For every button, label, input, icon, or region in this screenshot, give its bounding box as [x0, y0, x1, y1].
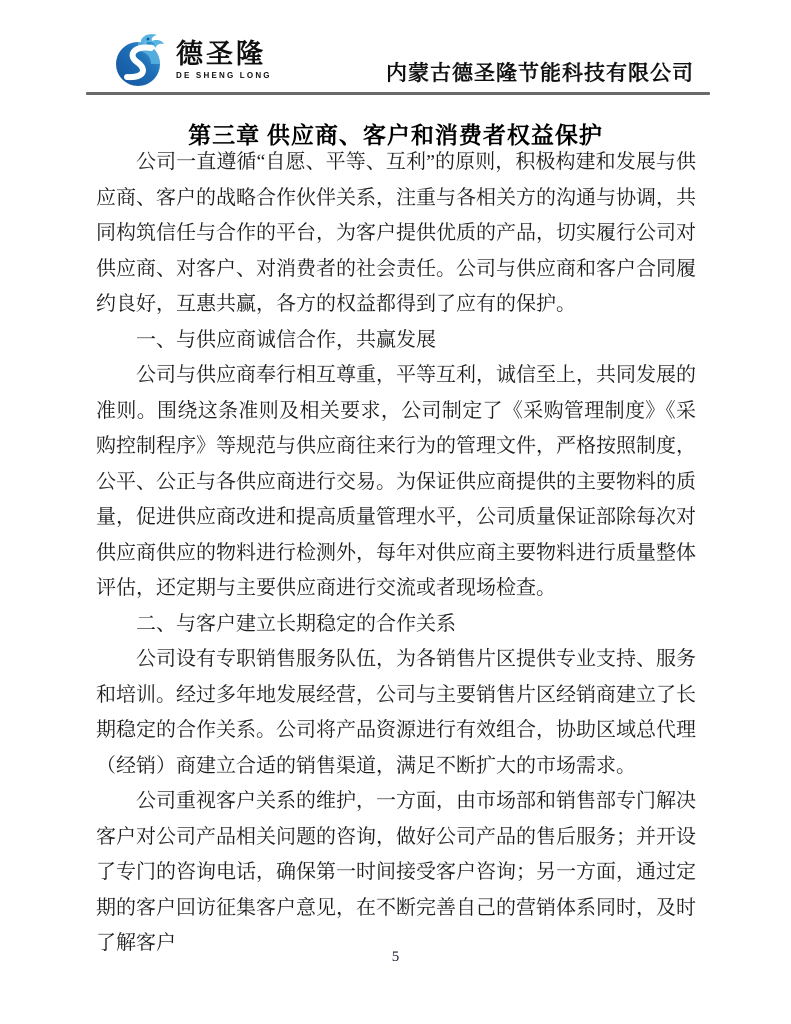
chapter-title: 第三章 供应商、客户和消费者权益保护: [188, 123, 603, 149]
paragraph: 公司重视客户关系的维护，一方面，由市场部和销售部专门解决客户对公司产品相关问题的咨询，做好公司产品的售后服务；并开设了专门的咨询电话，确保第一时间接受客户咨询；另一方面，通过定期的客户回访征集客户意见，在不断完善自己的营销体系同时，及时了解客户: [96, 790, 696, 954]
dragon-s-logo-icon: [113, 31, 169, 89]
logo-name-english: DE SHENG LONG: [176, 70, 272, 80]
paragraph: 公司与供应商奉行相互尊重，平等互利，诚信至上，共同发展的准则。围绕这条准则及相关要求，公司制定了《采购管理制度》《采购控制程序》等规范与供应商往来行为的管理文件，严格按照制度，公平、公正与各供应商进行交易。为保证供应商提供的主要物料的质量，促进供应商改进和提高质量管理水平，公司质量保证部除每次对供应商供应的物料进行检测外，每年对供应商主要物料进行质量整体评估，还定期与主要供应商进行交流或者现场检查。: [96, 364, 696, 599]
company-name-header: 内蒙古德圣隆节能科技有限公司: [386, 61, 694, 85]
paragraph: 一、与供应商诚信合作，共赢发展: [136, 328, 436, 351]
logo-text: [176, 38, 272, 80]
paragraph: 公司一直遵循“自愿、平等、互利”的原则，积极构建和发展与供应商、客户的战略合作伙伴关系，注重与各相关方的沟通与协调，共同构筑信任与合作的平台，为客户提供优质的产品，切实履行公司对供应商、对客户、对消费者的社会责任。公司与供应商和客户合同履约良好，互惠共赢，各方的权益都得到了应有的保护。: [96, 151, 696, 315]
paragraph: 公司设有专职销售服务队伍，为各销售片区提供专业支持、服务和培训。经过多年地发展经营，公司与主要销售片区经销商建立了长期稳定的合作关系。公司将产品资源进行有效组合，协助区域总代理（经销）商建立合适的销售渠道，满足不断扩大的市场需求。: [96, 648, 696, 777]
logo-name-chinese: 德圣隆: [176, 38, 266, 69]
page-number: 5: [391, 949, 400, 965]
company-logo: [113, 31, 272, 89]
document-body: [96, 145, 696, 962]
paragraph: 二、与客户建立长期稳定的合作关系: [136, 612, 456, 635]
header-divider-line: [86, 92, 710, 95]
